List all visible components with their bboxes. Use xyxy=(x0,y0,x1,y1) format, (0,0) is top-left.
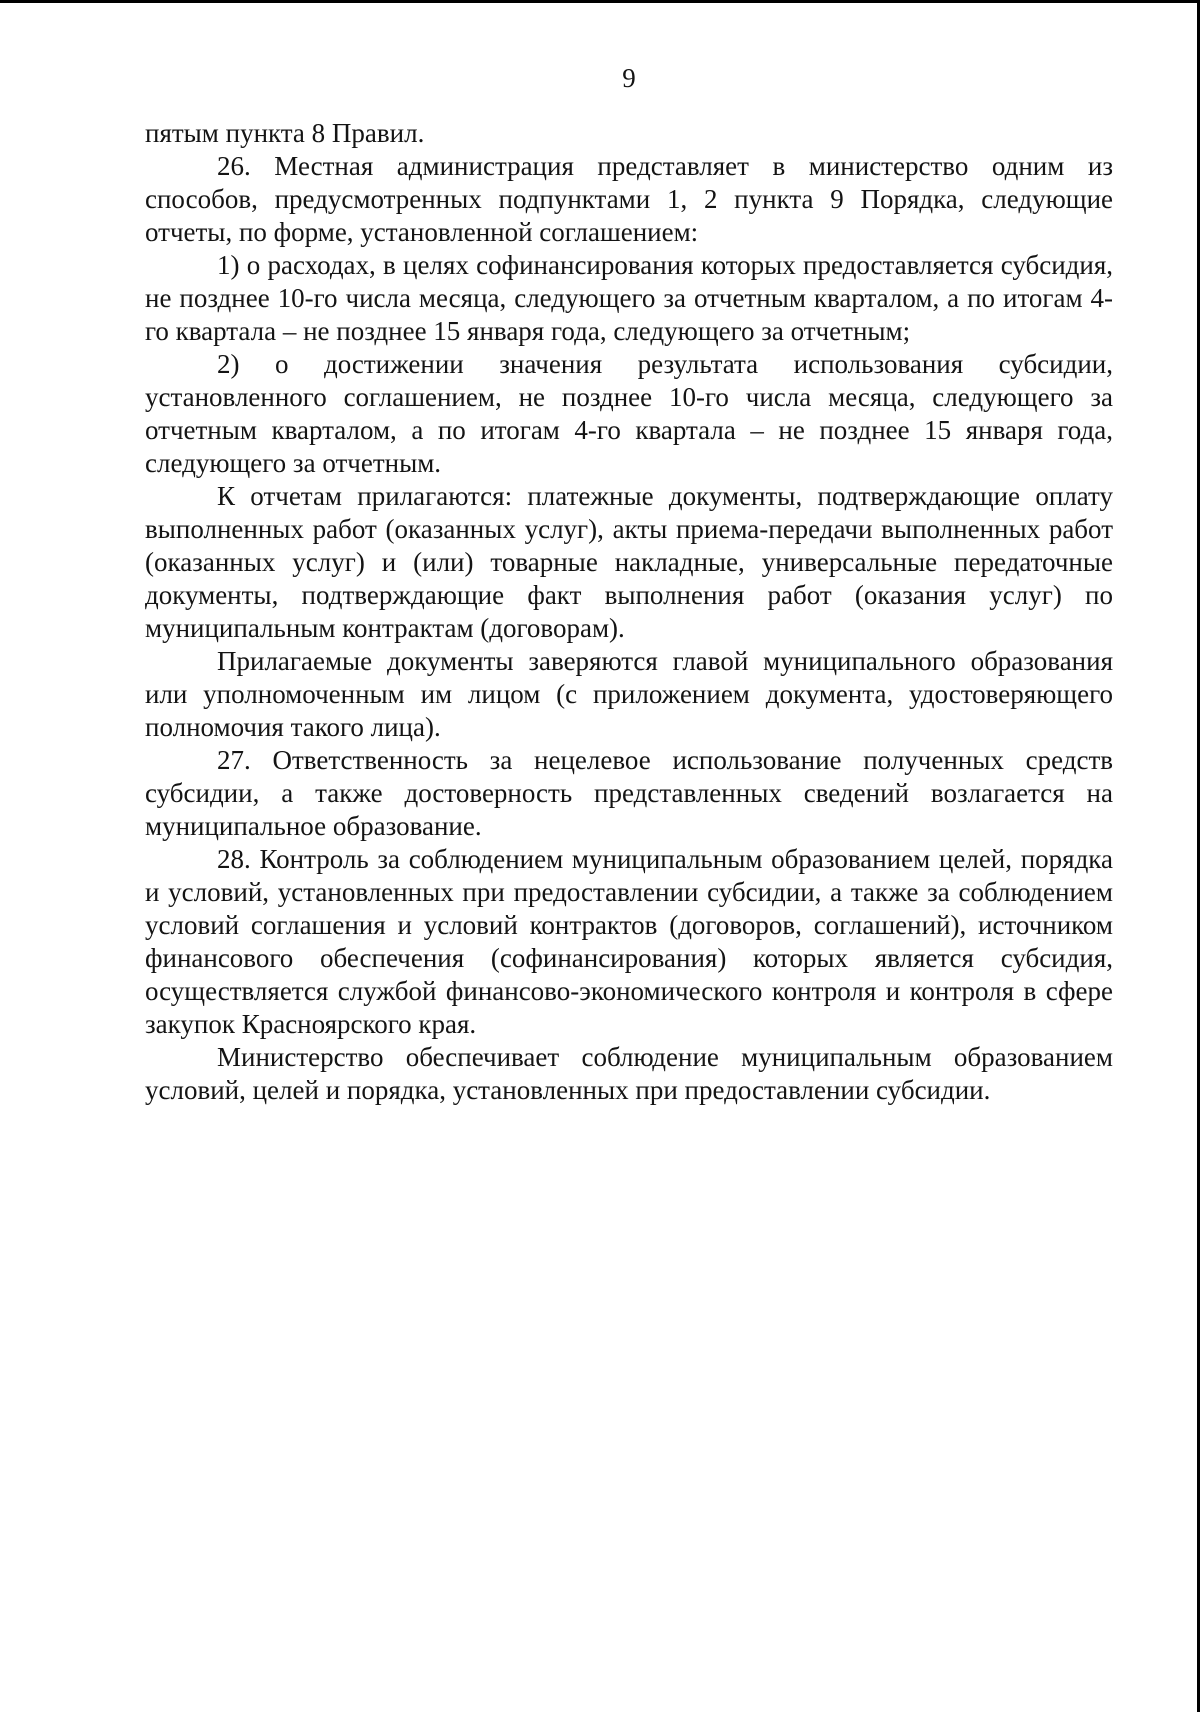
paragraph-certification: Прилагаемые документы заверяются главой муниципального образования или уполномоченным им лицом (с приложением документа, удостоверяющего полномочия такого лица). xyxy=(145,646,1113,742)
paragraph-ministry: Министерство обеспечивает соблюдение муниципальным образованием условий, целей и порядка, установленных при предоставлении субсидии. xyxy=(145,1042,1113,1105)
scan-border-top xyxy=(0,0,1200,3)
paragraph-subitem-1: 1) о расходах, в целях софинансирования которых предоставляется субсидия, не позднее 10-го числа месяца, следующего за отчетным кварталом, а по итогам 4-го квартала – не позднее 15 января года, следующего за отчетным; xyxy=(145,250,1113,346)
paragraph-item-27: 27. Ответственность за нецелевое использование полученных средств субсидии, а также достоверность представленных сведений возлагается на муниципальное образование. xyxy=(145,745,1113,841)
paragraph-attachments: К отчетам прилагаются: платежные документы, подтверждающие оплату выполненных работ (оказанных услуг), акты приема-передачи выполненных работ (оказанных услуг) и (или) товарные накладные, универсальные передаточные документы, подтверждающие факт выполнения работ (оказания услуг) по муниципальным контрактам (договорам). xyxy=(145,481,1113,643)
paragraph-subitem-2: 2) о достижении значения результата использования субсидии, установленного соглашением, не позднее 10-го числа месяца, следующего за отчетным кварталом, а по итогам 4-го квартала – не позднее 15 января года, следующего за отчетным. xyxy=(145,349,1113,478)
document-page xyxy=(145,62,1113,1107)
page-number: 9 xyxy=(622,63,636,93)
paragraph-continuation: пятым пункта 8 Правил. xyxy=(145,118,425,148)
paragraph-item-26: 26. Местная администрация представляет в министерство одним из способов, предусмотренных подпунктами 1, 2 пункта 9 Порядка, следующие отчеты, по форме, установленной соглашением: xyxy=(145,151,1113,247)
paragraph-item-28: 28. Контроль за соблюдением муниципальным образованием целей, порядка и условий, установленных при предоставлении субсидии, а также за соблюдением условий соглашения и условий контрактов (договоров, соглашений), источником финансового обеспечения (софинансирования) которых является субсидия, осуществляется службой финансово-экономического контроля и контроля в сфере закупок Красноярского края. xyxy=(145,844,1113,1039)
